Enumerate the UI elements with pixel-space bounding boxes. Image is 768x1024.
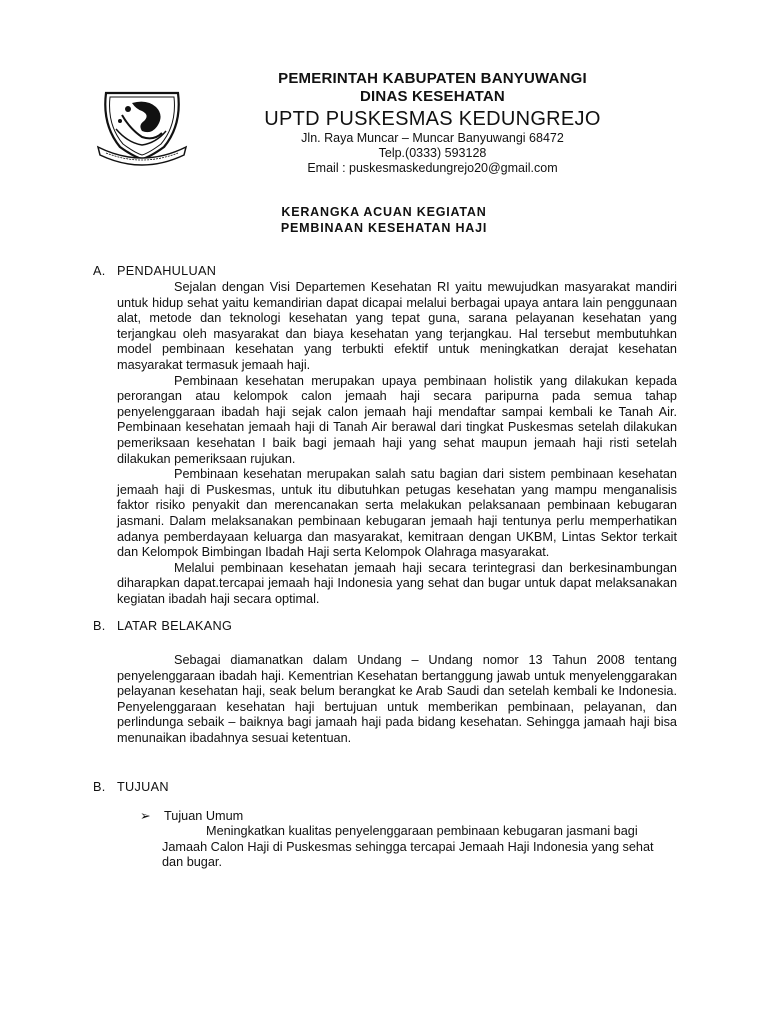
address: Jln. Raya Muncar – Muncar Banyuwangi 68472 bbox=[301, 131, 564, 145]
telephone: Telp.(0333) 593128 bbox=[378, 146, 487, 160]
office-name: DINAS KESEHATAN bbox=[360, 88, 505, 105]
paragraph: Pembinaan kesehatan merupakan salah satu bagian dari sistem pembinaan kesehatan jemaah haji di Puskesmas, untuk itu dibutuhkan petugas kesehatan yang mampu menganalisis faktor risiko penyakit dan merencanakan serta melakukan pelaksanaan pembinaan kebugaran jasmani. Dalam melaksanakan pembinaan kebugaran jemaah haji tentunya perlu memperhatikan adanya pemberdayaan keluarga dan masyarakat, kemitraan dengan UKBM, Lintas Sektor terkait dan Kelompok Bimbingan Ibadah Haji serta Kelompok Olahraga masyarakat. bbox=[117, 467, 677, 560]
section-title: PENDAHULUAN bbox=[117, 264, 217, 278]
sub-heading: Tujuan Umum bbox=[164, 809, 244, 823]
paragraph: Meningkatkan kualitas penyelenggaraan pembinaan kebugaran jasmani bagi Jamaah Calon Haji di Puskesmas sehingga tercapai Jemaah Haji Indonesia yang sehat dan bugar. bbox=[162, 824, 654, 870]
paragraph: Sebagai diamanatkan dalam Undang – Undang nomor 13 Tahun 2008 tentang penyelenggaraan ibadah haji. Kementrian Kesehatan bertanggung jawab untuk menyelenggarakan pelayanan kesehatan haji, seak belum berangkat ke Arab Saudi dan setelah kembali ke Indonesia. Penyelenggaraan kesehatan haji bertujuan untuk memberikan pembinaan, pelayanan, dan perlindunga sebaik – baiknya bagi jamaah haji pada bidang kesehatan. Sehingga jamaah haji bisa menunaikan ibadahnya sesuai ketentuan. bbox=[117, 653, 677, 745]
institution-name: UPTD PUSKESMAS KEDUNGREJO bbox=[264, 108, 601, 130]
paragraph: Pembinaan kesehatan merupakan upaya pembinaan holistik yang dilakukan kepada perorangan atau kelompok calon jemaah haji secara paripurna pada semua tahap penyelenggaraan ibadah haji sejak calon jemaah haji mendaftar sampai kembali ke Tanah Air. Pembinaan kesehatan jemaah haji di Tanah Air berawal dari tingkat Puskesmas setelah dilakukan pemeriksaan kesehatan I baik bagi jemaah haji yang sehat maupun jemaah haji risti setelah dilakukan pemeriksaan rujukan. bbox=[117, 373, 677, 466]
government-name: PEMERINTAH KABUPATEN BANYUWANGI bbox=[278, 70, 587, 87]
section-number: B. bbox=[93, 780, 106, 794]
paragraph: Sejalan dengan Visi Departemen Kesehatan RI yaitu mewujudkan masyarakat mandiri untuk hidup sehat yaitu kemandirian dapat dicapai melalui berbagai upaya antara lain penggunaan alat, metode dan teknologi kesehatan yang tepat guna, sarana pelayanan kesehatan yang terjangkau oleh masyarakat dan biaya kesehatan yang terjangkau. Hal tersebut membutuhkan model pembinaan kesehatan yang terbukti efektif untuk meningkatkan derajat kesehatan masyarakat termasuk jemaah haji. bbox=[117, 280, 677, 372]
document-title bbox=[0, 204, 768, 236]
title-line-2: PEMBINAAN KESEHATAN HAJI bbox=[280, 221, 488, 235]
email: Email : puskesmaskedungrejo20@gmail.com bbox=[307, 161, 558, 175]
section-heading-tujuan bbox=[93, 780, 169, 794]
section-number: B. bbox=[93, 619, 106, 633]
section-body-pendahuluan bbox=[117, 280, 677, 607]
section-heading-pendahuluan bbox=[93, 264, 216, 278]
letterhead bbox=[190, 70, 675, 176]
bullet-tujuan-umum bbox=[140, 808, 243, 823]
section-body-latar-belakang bbox=[117, 653, 677, 747]
arrowhead-bullet-icon: ➢ bbox=[140, 809, 151, 823]
paragraph: Melalui pembinaan kesehatan jemaah haji secara terintegrasi dan berkesinambungan diharapkan dapat.tercapai jemaah haji Indonesia yang sehat dan bugar untuk dapat melaksanakan kegiatan ibadah haji secara optimal. bbox=[117, 560, 677, 606]
section-body-tujuan bbox=[162, 824, 667, 871]
title-line-1: KERANGKA ACUAN KEGIATAN bbox=[281, 205, 487, 219]
section-title: TUJUAN bbox=[117, 780, 169, 794]
section-number: A. bbox=[93, 264, 106, 278]
section-heading-latar-belakang bbox=[93, 619, 232, 633]
banyuwangi-regency-emblem-icon bbox=[92, 85, 192, 167]
section-title: LATAR BELAKANG bbox=[117, 619, 233, 633]
